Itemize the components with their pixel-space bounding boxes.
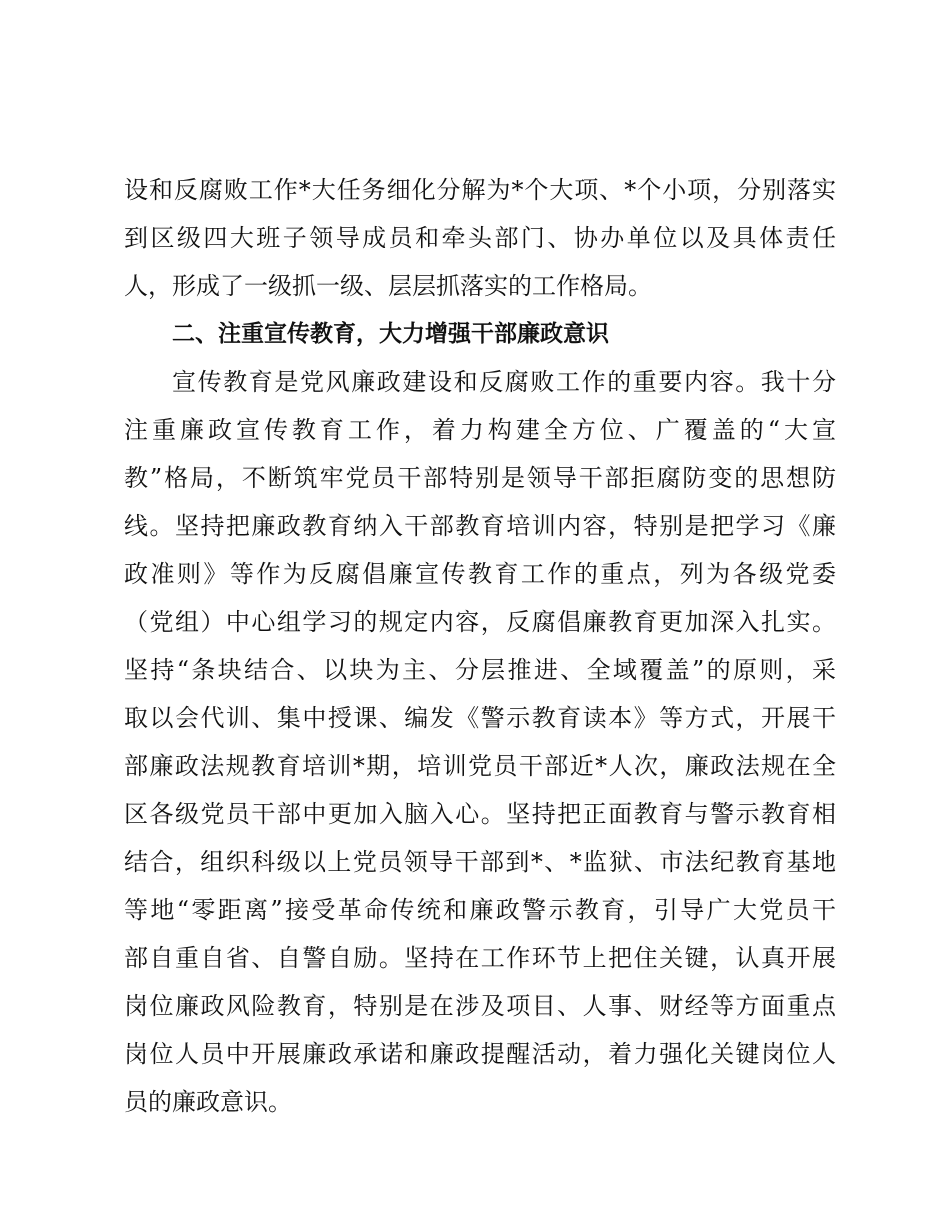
section-heading: 二、注重宣传教育，大力增强干部廉政意识	[172, 321, 609, 347]
paragraph-line: 政准则》等作为反腐倡廉宣传教育工作的重点，列为各级党委	[124, 560, 836, 588]
paragraph-line: 设和反腐败工作*大任务细化分解为*个大项、*个小项，分别落实	[124, 176, 836, 204]
paragraph-1	[124, 166, 836, 310]
paragraph-line: 注重廉政宣传教育工作，着力构建全方位、广覆盖的“大宣	[124, 416, 836, 444]
paragraph-line: （党组）中心组学习的规定内容，反腐倡廉教育更加深入扎实。	[124, 608, 836, 636]
paragraph-line: 到区级四大班子领导成员和牵头部门、协办单位以及具体责任	[124, 224, 836, 252]
paragraph-line: 岗位廉政风险教育，特别是在涉及项目、人事、财经等方面重点	[124, 992, 836, 1020]
document-body	[124, 166, 836, 1126]
paragraph-line: 坚持“条块结合、以块为主、分层推进、全域覆盖”的原则，采	[124, 656, 836, 684]
paragraph-line: 取以会代训、集中授课、编发《警示教育读本》等方式，开展干	[124, 704, 836, 732]
paragraph-line: 部廉政法规教育培训*期，培训党员干部近*人次，廉政法规在全	[124, 752, 836, 780]
paragraph-line: 线。坚持把廉政教育纳入干部教育培训内容，特别是把学习《廉	[124, 512, 836, 540]
paragraph-line: 人，形成了一级抓一级、层层抓落实的工作格局。	[124, 272, 652, 300]
paragraph-line: 结合，组织科级以上党员领导干部到*、*监狱、市法纪教育基地	[124, 848, 836, 876]
paragraph-line: 宣传教育是党风廉政建设和反腐败工作的重要内容。我十分	[172, 368, 836, 396]
paragraph-line: 部自重自省、自警自励。坚持在工作环节上把住关键，认真开展	[124, 944, 836, 972]
paragraph-line: 岗位人员中开展廉政承诺和廉政提醒活动，着力强化关键岗位人	[124, 1040, 836, 1068]
paragraph-2	[124, 358, 836, 1126]
paragraph-line: 员的廉政意识。	[124, 1088, 292, 1116]
paragraph-line: 教”格局，不断筑牢党员干部特别是领导干部拒腐防变的思想防	[124, 464, 836, 492]
paragraph-line: 等地“零距离”接受革命传统和廉政警示教育，引导广大党员干	[124, 896, 836, 924]
paragraph-line: 区各级党员干部中更加入脑入心。坚持把正面教育与警示教育相	[124, 800, 836, 828]
